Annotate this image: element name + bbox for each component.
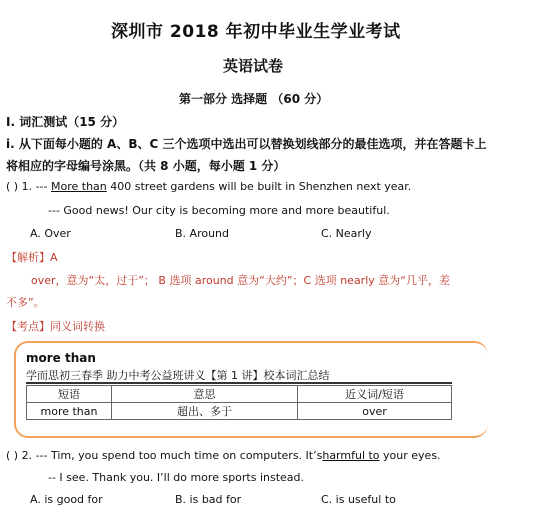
- q2-rest: your eyes.: [379, 449, 441, 462]
- q2-option-c: C. is useful to: [321, 493, 396, 506]
- table-header-row: [27, 386, 452, 403]
- table-row: [27, 403, 452, 420]
- header-cell: 短语: [27, 386, 112, 403]
- q1-response: --- Good news! Our city is becoming more and more beautiful.: [48, 204, 390, 217]
- analysis-text-1: over，意为“太，过于”； B 选项 around 意为“大约”；C 选项 nearly 意为“几乎，差: [31, 274, 450, 287]
- exam-title: 深圳市 2018 年初中毕业生学业考试: [111, 22, 401, 42]
- vocab-table: [26, 385, 452, 420]
- instruction-line-1: i. 从下面每小题的 A、B、C 三个选项中选出可以替换划线部分的最佳选项，并在答题卡上: [6, 137, 487, 151]
- table-cell: more than: [27, 403, 112, 420]
- q1-option-b: B. Around: [175, 227, 230, 240]
- question-1: [6, 180, 411, 193]
- q2-underlined: harmful to: [322, 449, 380, 462]
- instruction-line-2: 将相应的字母编号涂黑。（共 8 小题，每小题 1 分）: [6, 159, 286, 173]
- analysis-text-2: 不多”。: [6, 296, 45, 309]
- exam-subtitle: 英语试卷: [223, 57, 284, 75]
- question-2: [6, 449, 441, 462]
- table-cell: 超出、多于: [112, 403, 298, 420]
- q1-option-c: C. Nearly: [321, 227, 372, 240]
- table-cell: over: [298, 403, 452, 420]
- vocab-word: more than: [26, 351, 96, 365]
- analysis-label: 【解析】A: [6, 251, 58, 264]
- vocab-caption: 学而思初三春季 助力中考公益班讲义【第 1 讲】校本词汇总结: [26, 369, 330, 382]
- vocab-table-rule: [26, 382, 452, 384]
- part-heading: 第一部分 选择题 （60 分）: [179, 92, 329, 106]
- q2-option-a: A. is good for: [30, 493, 103, 506]
- header-cell: 近义词/短语: [298, 386, 452, 403]
- q1-underlined: More than: [50, 180, 107, 193]
- section-heading: I. 词汇测试（15 分）: [6, 115, 125, 129]
- header-cell: 意思: [112, 386, 298, 403]
- q2-response: -- I see. Thank you. I’ll do more sports instead.: [48, 471, 305, 484]
- point-label: 【考点】同义词转换: [6, 320, 105, 333]
- q2-option-b: B. is bad for: [175, 493, 242, 506]
- q2-prefix: ( ) 2. --- Tim, you spend too much time on computers. It’s: [6, 449, 323, 462]
- q1-rest: 400 street gardens will be built in Shenzhen next year.: [106, 180, 412, 193]
- q1-prefix: ( ) 1. ---: [6, 180, 48, 193]
- q1-option-a: A. Over: [30, 227, 71, 240]
